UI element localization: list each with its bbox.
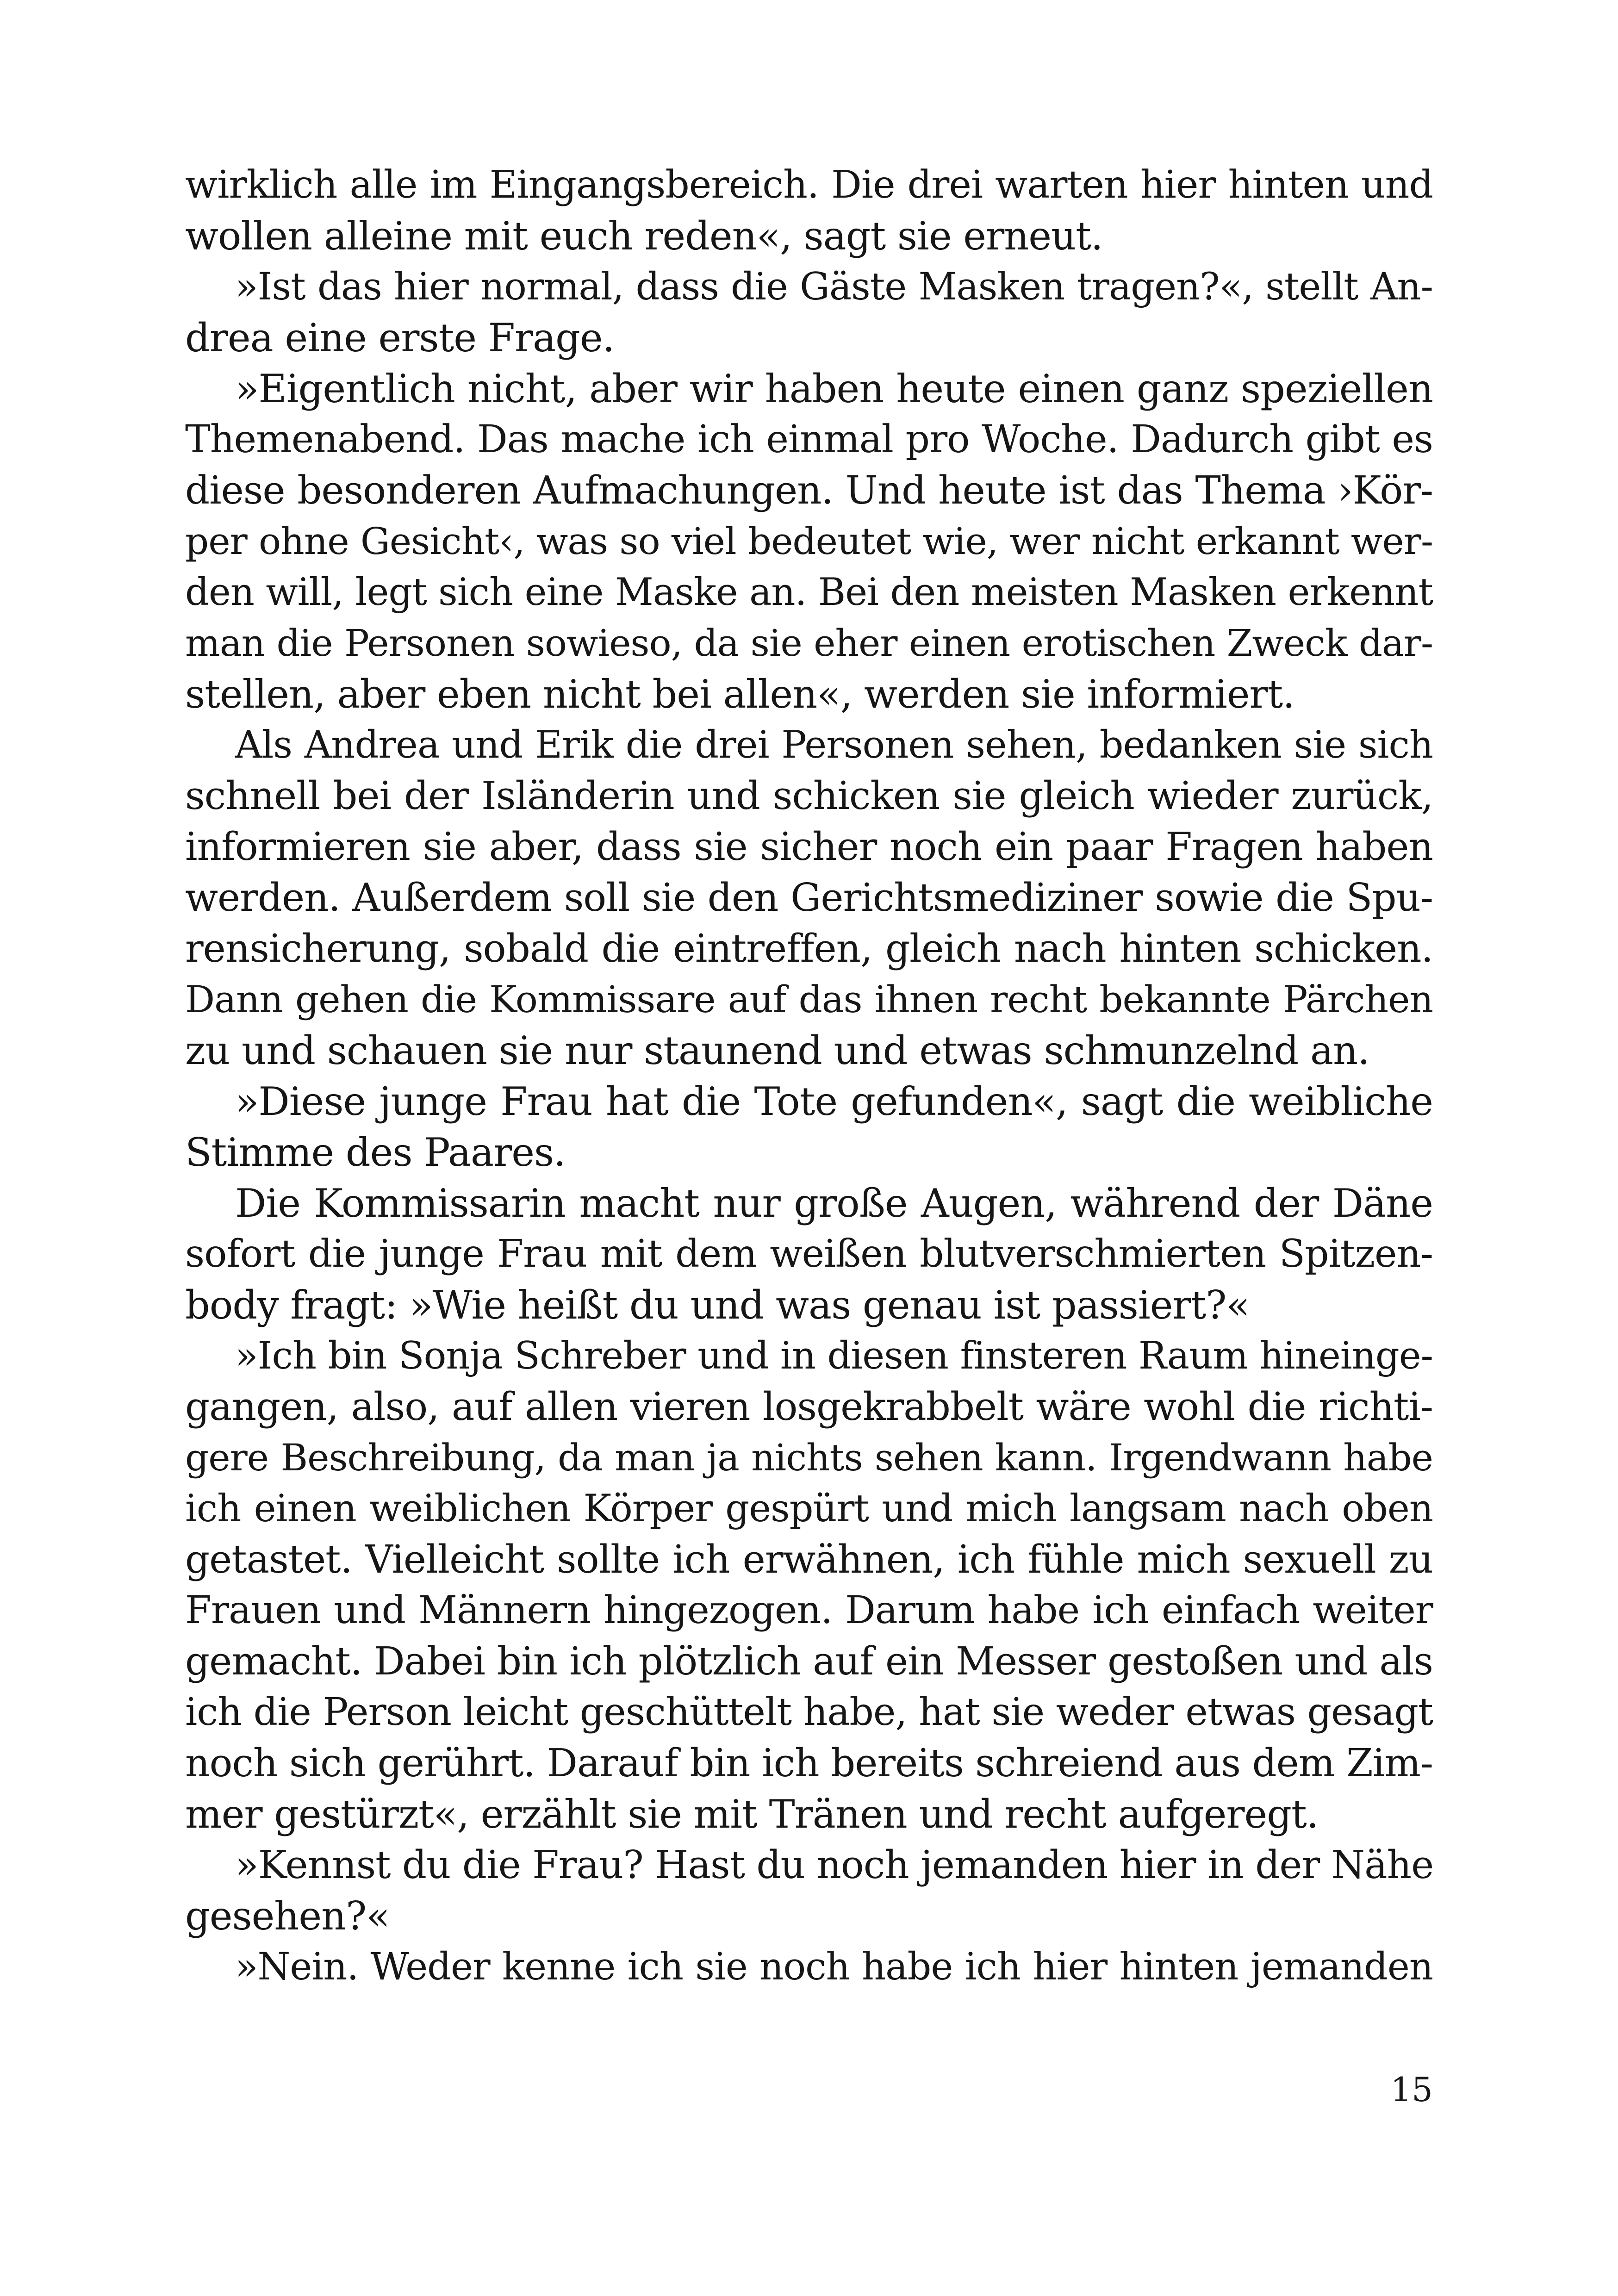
- text-line: »Kennst du die Frau? Hast du noch jemanden hier in der Nähe: [235, 1842, 1434, 1887]
- text-line: man die Personen sowieso, da sie eher einen erotischen Zweck dar-: [185, 622, 1433, 665]
- text-line: rensicherung, sobald die eintreffen, gleich nach hinten schicken.: [185, 926, 1433, 971]
- text-line: noch sich gerührt. Darauf bin ich bereits schreiend aus dem Zim-: [185, 1741, 1433, 1786]
- body-text: [185, 160, 1433, 1992]
- text-line: »Ich bin Sonja Schreber und in diesen finsteren Raum hineinge-: [235, 1334, 1433, 1378]
- text-line: Die Kommissarin macht nur große Augen, während der Däne: [235, 1181, 1433, 1226]
- text-line: zu und schauen sie nur staunend und etwas schmunzelnd an.: [185, 1028, 1369, 1073]
- text-line: wirklich alle im Eingangsbereich. Die drei warten hier hinten und: [185, 163, 1433, 207]
- text-line: »Nein. Weder kenne ich sie noch habe ich hier hinten jemanden: [235, 1945, 1433, 1989]
- text-line: wollen alleine mit euch reden«, sagt sie erneut.: [185, 213, 1103, 259]
- text-line: body fragt: »Wie heißt du und was genau ist passiert?«: [185, 1282, 1250, 1328]
- text-line: »Ist das hier normal, dass die Gäste Masken tragen?«, stellt An-: [235, 265, 1433, 309]
- text-line: gangen, also, auf allen vieren losgekrabbelt wäre wohl die richti-: [185, 1384, 1433, 1429]
- text-line: getastet. Vielleicht sollte ich erwähnen, ich fühle mich sexuell zu: [185, 1537, 1433, 1582]
- text-line: schnell bei der Isländerin und schicken sie gleich wieder zurück,: [185, 773, 1433, 818]
- text-line: informieren sie aber, dass sie sicher noch ein paar Fragen haben: [185, 824, 1433, 869]
- page-number: 15: [1390, 2070, 1433, 2109]
- text-line: drea eine erste Frage.: [185, 315, 615, 361]
- text-line: Als Andrea und Erik die drei Personen sehen, bedanken sie sich: [235, 723, 1433, 767]
- text-line: gemacht. Dabei bin ich plötzlich auf ein Messer gestoßen und als: [185, 1639, 1433, 1684]
- text-line: »Eigentlich nicht, aber wir haben heute einen ganz speziellen: [235, 366, 1433, 411]
- text-line: den will, legt sich eine Maske an. Bei den meisten Masken erkennt: [185, 571, 1433, 614]
- text-line: diese besonderen Aufmachungen. Und heute ist das Thema ›Kör-: [185, 468, 1433, 513]
- text-line: ich einen weiblichen Körper gespürt und mich langsam nach oben: [185, 1487, 1433, 1531]
- text-line: gesehen?«: [185, 1893, 390, 1939]
- text-line: »Diese junge Frau hat die Tote gefunden«, sagt die weibliche: [235, 1079, 1433, 1124]
- text-line: sofort die junge Frau mit dem weißen blutverschmierten Spitzen-: [185, 1232, 1433, 1276]
- text-line: Stimme des Paares.: [185, 1130, 566, 1175]
- text-line: mer gestürzt«, erzählt sie mit Tränen und recht aufgeregt.: [185, 1792, 1319, 1837]
- text-line: werden. Außerdem soll sie den Gerichtsmediziner sowie die Spu-: [185, 875, 1433, 920]
- text-line: stellen, aber eben nicht bei allen«, werden sie informiert.: [185, 672, 1295, 717]
- text-line: Themenabend. Das mache ich einmal pro Woche. Dadurch gibt es: [185, 417, 1433, 461]
- text-line: per ohne Gesicht‹, was so viel bedeutet wie, wer nicht erkannt wer-: [185, 520, 1433, 563]
- text-line: ich die Person leicht geschüttelt habe, hat sie weder etwas gesagt: [185, 1690, 1433, 1734]
- text-line: Frauen und Männern hingezogen. Darum habe ich einfach weiter: [185, 1588, 1433, 1632]
- text-line: gere Beschreibung, da man ja nichts sehen kann. Irgendwann habe: [185, 1436, 1433, 1479]
- text-line: Dann gehen die Kommissare auf das ihnen recht bekannte Pärchen: [185, 978, 1433, 1021]
